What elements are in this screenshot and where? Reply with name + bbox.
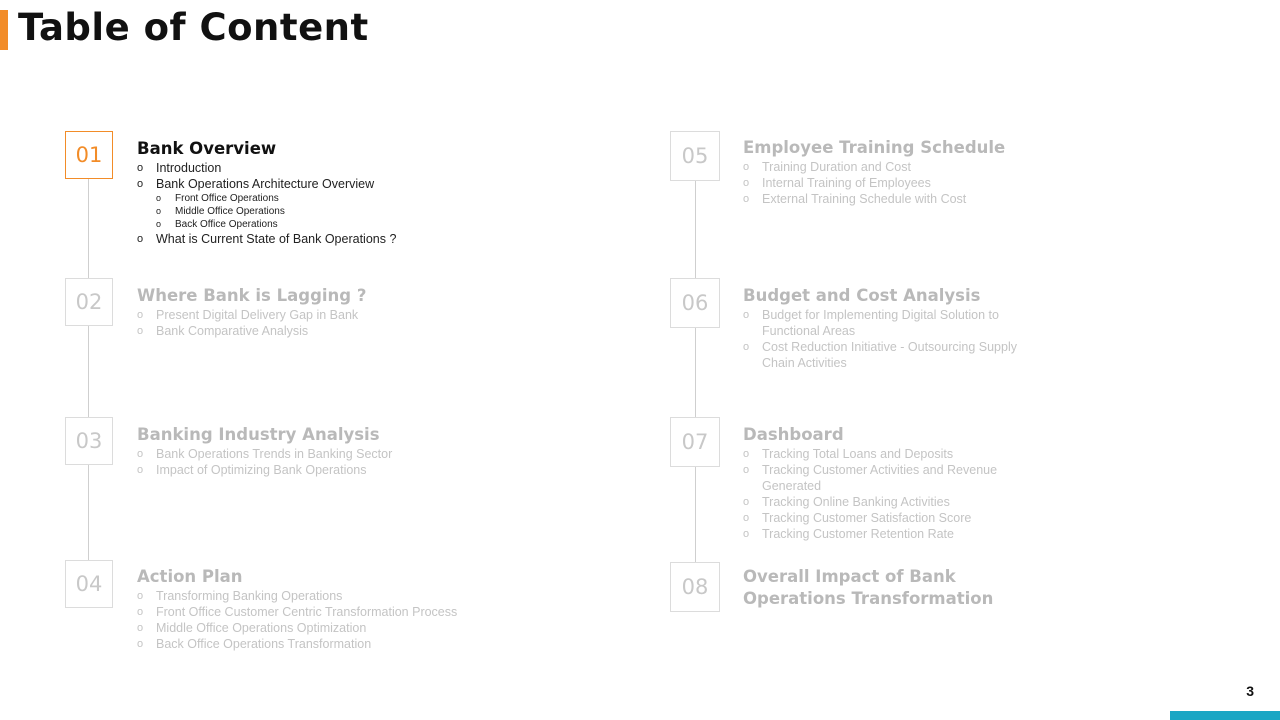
list-item [743, 339, 1043, 371]
list-item-text: Bank Comparative Analysis [156, 324, 309, 338]
section-title: Banking Industry Analysis [137, 425, 380, 444]
section-items [743, 446, 1043, 542]
list-item-text: Middle Office Operations Optimization [156, 621, 367, 635]
list-item [137, 160, 497, 176]
toc-section-04 [137, 566, 517, 652]
list-item-text: Tracking Customer Retention Rate [762, 527, 954, 541]
list-item-text: Budget for Implementing Digital Solution to Functional Areas [762, 308, 999, 338]
section-title: Budget and Cost Analysis [743, 286, 981, 305]
list-item-text: Bank Operations Trends in Banking Sector [156, 447, 393, 461]
list-item-text: What is Current State of Bank Operations ? [156, 232, 397, 246]
list-item-text: Tracking Total Loans and Deposits [762, 447, 954, 461]
list-item-text: External Training Schedule with Cost [762, 192, 967, 206]
list-item [743, 462, 1043, 494]
list-item-text: Internal Training of Employees [762, 176, 931, 190]
list-item-text: Cost Reduction Initiative - Outsourcing Supply Chain Activities [762, 340, 1017, 370]
list-item [743, 510, 1043, 526]
list-item [743, 526, 1043, 542]
list-item [137, 604, 517, 620]
list-item-text: Present Digital Delivery Gap in Bank [156, 308, 359, 322]
page-title: Table of Content [18, 6, 369, 49]
list-item [137, 176, 497, 231]
section-items [137, 588, 517, 652]
section-title: Overall Impact of Bank Operations Transformation [743, 567, 994, 608]
toc-section-05 [743, 137, 1043, 207]
list-item [137, 323, 497, 339]
list-item [743, 494, 1043, 510]
section-number-04: 04 [65, 560, 113, 608]
section-title: Action Plan [137, 567, 243, 586]
list-item-text: Bank Operations Architecture Overview [156, 177, 375, 191]
list-item [137, 307, 497, 323]
section-title: Where Bank is Lagging ? [137, 286, 367, 305]
toc-section-07 [743, 424, 1043, 542]
sub-list [156, 192, 497, 231]
list-item-text: Introduction [156, 161, 222, 175]
list-item-text: Training Duration and Cost [762, 160, 911, 174]
section-number-03: 03 [65, 417, 113, 465]
list-item-text: Front Office Customer Centric Transformation Process [156, 605, 458, 619]
title-accent-bar [0, 10, 8, 50]
list-item [137, 231, 497, 247]
section-title: Bank Overview [137, 139, 277, 158]
toc-section-01 [137, 138, 497, 247]
section-number-05: 05 [670, 131, 720, 181]
sub-list-item: o Front Office Operations [156, 192, 497, 205]
list-item [137, 636, 517, 652]
list-item-text: Tracking Customer Satisfaction Score [762, 511, 972, 525]
page-number: 3 [1246, 683, 1254, 699]
section-number-01: 01 [65, 131, 113, 179]
section-title: Dashboard [743, 425, 844, 444]
list-item [137, 446, 497, 462]
list-item [743, 159, 1043, 175]
list-item-text: Tracking Customer Activities and Revenue Generated [762, 463, 998, 493]
sub-list-item: o Back Office Operations [156, 218, 497, 231]
list-item [743, 175, 1043, 191]
list-item [137, 462, 497, 478]
section-items [137, 160, 497, 247]
section-number-07: 07 [670, 417, 720, 467]
list-item [743, 307, 1043, 339]
list-item-text: Back Office Operations Transformation [156, 637, 372, 651]
section-items [743, 307, 1043, 371]
toc-section-06 [743, 285, 1043, 371]
list-item [137, 620, 517, 636]
list-item-text: Transforming Banking Operations [156, 589, 343, 603]
footer-accent-bar [1170, 711, 1280, 720]
list-item-text: Tracking Online Banking Activities [762, 495, 950, 509]
sub-list-item: o Middle Office Operations [156, 205, 497, 218]
section-title: Employee Training Schedule [743, 138, 1006, 157]
section-number-08: 08 [670, 562, 720, 612]
toc-section-02 [137, 285, 497, 339]
timeline-left-connector [88, 179, 89, 561]
section-number-02: 02 [65, 278, 113, 326]
timeline-right-connector [695, 181, 696, 562]
list-item-text: Impact of Optimizing Bank Operations [156, 463, 367, 477]
toc-section-08 [743, 566, 1063, 610]
section-items [137, 446, 497, 478]
toc-section-03 [137, 424, 497, 478]
section-items [137, 307, 497, 339]
list-item [743, 191, 1043, 207]
section-number-06: 06 [670, 278, 720, 328]
list-item [743, 446, 1043, 462]
list-item [137, 588, 517, 604]
section-items [743, 159, 1043, 207]
